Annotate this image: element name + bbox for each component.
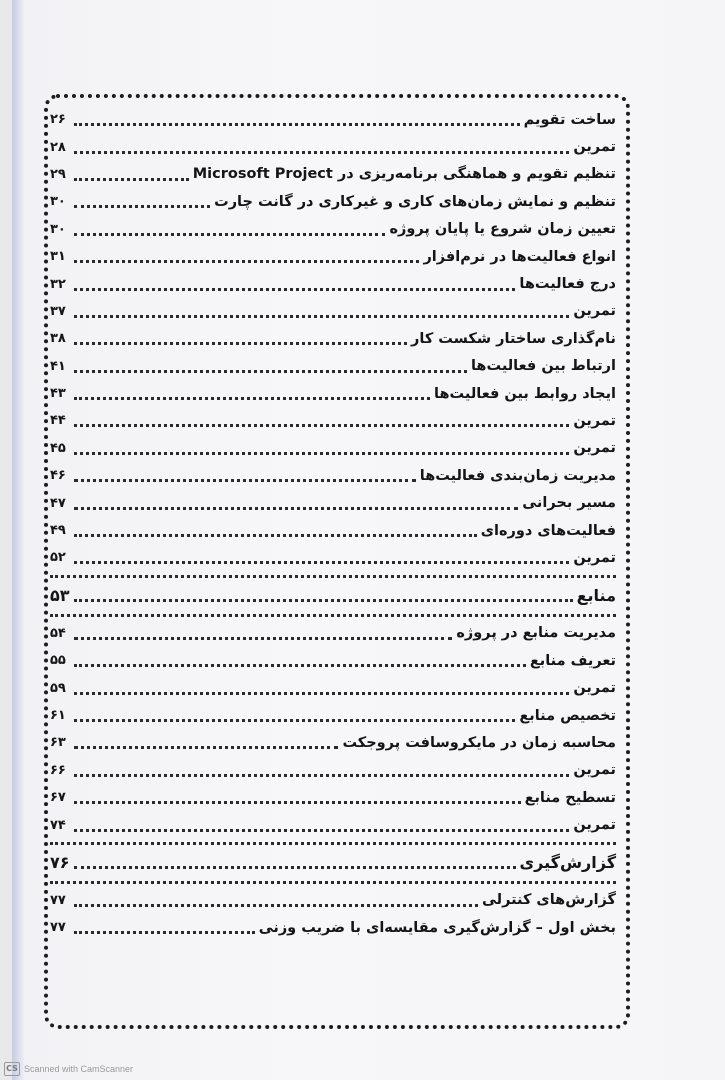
toc-page-number: ۴۵ [50, 440, 66, 456]
toc-entry[interactable] [50, 407, 616, 434]
toc-entry[interactable] [50, 270, 616, 297]
dot-leader [74, 801, 521, 804]
toc-entry[interactable] [50, 462, 616, 489]
toc-page-number: ۵۹ [50, 680, 66, 696]
toc-page-number: ۲۸ [50, 139, 66, 155]
toc-chapter-reporting[interactable] [50, 848, 616, 878]
toc-page-number: ۷۷ [50, 892, 66, 908]
toc-entry-title: گزارش‌های کنترلی [481, 892, 616, 909]
toc-entry[interactable] [50, 914, 616, 941]
toc-entry-title: ایجاد روابط بین فعالیت‌ها [434, 385, 616, 402]
toc-page-number: ۲۶ [50, 112, 66, 128]
toc-entry[interactable] [50, 647, 616, 674]
chapter-title: گزارش‌گیری [519, 853, 616, 873]
dot-leader [74, 829, 569, 832]
toc-entry-title: مدیریت منابع در پروژه [456, 625, 616, 642]
toc-page-number: ۷۷ [50, 920, 66, 936]
toc-entry[interactable] [50, 757, 616, 784]
toc-entry[interactable] [50, 702, 616, 729]
section-divider [50, 575, 616, 578]
toc-entry[interactable] [50, 133, 616, 160]
dot-leader [74, 719, 515, 722]
toc-page-number: ۷۴ [50, 817, 66, 833]
toc-entry[interactable] [50, 784, 616, 811]
toc-entry-title: تخصیص منابع [519, 707, 616, 724]
camscanner-watermark [4, 1062, 133, 1076]
toc-page-number: ۵۲ [50, 550, 66, 566]
toc-entry-title: تمرین [573, 817, 616, 834]
dot-leader [74, 342, 407, 345]
toc-page-number: ۶۶ [50, 762, 66, 778]
chapter-title: منابع [576, 586, 616, 606]
toc-entry[interactable] [50, 106, 616, 133]
toc-entry-title: تمرین [573, 680, 616, 697]
toc-entry-title: تسطیح منابع [524, 789, 616, 806]
dot-leader [74, 534, 477, 537]
toc-entry-title: ارتباط بین فعالیت‌ها [470, 358, 616, 375]
toc-entry-title: تعریف منابع [529, 652, 616, 669]
toc-page-number: ۶۱ [50, 708, 66, 723]
toc-page-number: ۴۶ [50, 468, 66, 484]
dot-leader [74, 397, 430, 400]
toc-entry-title: ساخت تقویم [523, 111, 616, 128]
toc-page-number: ۳۰ [50, 221, 66, 237]
toc-entry[interactable] [50, 517, 616, 544]
dot-leader [74, 866, 516, 869]
dot-leader [74, 315, 569, 318]
toc-entry-title: انواع فعالیت‌ها در نرم‌افزار [423, 248, 616, 265]
toc-entry-title: تمرین [573, 412, 616, 429]
toc-entry-title: تنظیم و نمایش زمان‌های کاری و غیرکاری در گانت چارت [214, 193, 616, 210]
toc-entry-title: تمرین [573, 139, 616, 156]
toc-page-number: ۴۳ [50, 386, 66, 402]
dot-leader [74, 288, 515, 291]
dot-leader [74, 692, 569, 695]
toc-entry-title: تعیین زمان شروع یا پایان پروژه [389, 221, 616, 238]
dot-leader [74, 260, 419, 263]
toc-entry-title: نام‌گذاری ساختار شکست کار [411, 330, 616, 347]
toc-entry-title: تمرین [573, 303, 616, 320]
toc-entry-title: درج فعالیت‌ها [519, 276, 616, 293]
toc-entry[interactable] [50, 161, 616, 188]
chapter-page-number: ۵۳ [50, 586, 70, 606]
toc-page-number: ۴۹ [50, 523, 66, 539]
dot-leader [74, 178, 189, 181]
toc-page-number: ۴۱ [50, 358, 66, 374]
toc-page-number: ۵۴ [50, 625, 66, 641]
chapter-page-number: ۷۶ [50, 853, 70, 873]
toc-entry[interactable] [50, 544, 616, 571]
toc-entry[interactable] [50, 811, 616, 838]
toc-entry[interactable] [50, 216, 616, 243]
dot-leader [74, 452, 569, 455]
table-of-contents [50, 106, 616, 942]
toc-entry[interactable] [50, 243, 616, 270]
dot-leader [74, 904, 478, 907]
toc-page-number: ۳۷ [50, 303, 66, 319]
toc-entry[interactable] [50, 489, 616, 516]
dot-leader [74, 424, 569, 427]
toc-entry[interactable] [50, 353, 616, 380]
dot-leader [74, 664, 526, 667]
page-edge [12, 0, 24, 1080]
toc-entry-title: مسیر بحرانی [522, 495, 616, 512]
dot-leader [74, 746, 338, 749]
dot-leader [74, 931, 255, 934]
dot-leader [74, 507, 518, 510]
toc-entry[interactable] [50, 620, 616, 647]
section-divider [50, 881, 616, 884]
toc-entry[interactable] [50, 729, 616, 756]
dot-leader [74, 774, 569, 777]
toc-entry-title: مدیریت زمان‌بندی فعالیت‌ها [419, 467, 616, 484]
dot-leader [74, 479, 416, 482]
toc-entry[interactable] [50, 435, 616, 462]
dot-leader [74, 123, 520, 126]
dot-leader [74, 370, 467, 373]
dot-leader [74, 205, 210, 208]
toc-page-number: ۴۴ [50, 413, 66, 429]
dot-leader [74, 599, 573, 602]
toc-page-number: ۵۵ [50, 653, 66, 669]
toc-entry-title: تمرین [573, 549, 616, 566]
camscanner-logo-icon: CS [4, 1062, 20, 1076]
toc-page-number: ۶۷ [50, 790, 66, 806]
toc-entry[interactable] [50, 380, 616, 407]
toc-entry[interactable] [50, 887, 616, 914]
toc-entry-title: محاسبه زمان در مایکروسافت پروجکت [342, 734, 616, 751]
toc-entry-title: تنظیم تقویم و هماهنگی برنامه‌ریزی در Microsoft Project [192, 166, 616, 183]
toc-entry[interactable] [50, 188, 616, 215]
toc-entry-title: بخش اول – گزارش‌گیری مقایسه‌ای با ضریب وزنی [258, 919, 616, 936]
dot-leader [74, 561, 569, 564]
toc-page-number: ۴۷ [50, 495, 66, 511]
camscanner-text: Scanned with CamScanner [24, 1064, 134, 1074]
toc-entry-title: تمرین [573, 440, 616, 457]
toc-page-number: ۳۲ [50, 276, 66, 292]
dot-leader [74, 151, 569, 154]
toc-entry[interactable] [50, 325, 616, 352]
toc-entry[interactable] [50, 674, 616, 701]
toc-entry-title: تمرین [573, 762, 616, 779]
toc-page-number: ۳۱ [50, 249, 66, 265]
toc-chapter-resources[interactable] [50, 581, 616, 611]
section-divider [50, 614, 616, 617]
toc-page-number: ۶۳ [50, 735, 66, 751]
section-divider [50, 842, 616, 845]
dot-leader [74, 233, 385, 236]
toc-entry-title: فعالیت‌های دوره‌ای [480, 522, 616, 539]
toc-entry[interactable] [50, 298, 616, 325]
dot-leader [74, 637, 452, 640]
toc-page-number: ۳۰ [50, 194, 66, 210]
toc-page-number: ۳۸ [50, 331, 66, 347]
toc-page-number: ۲۹ [50, 166, 66, 182]
